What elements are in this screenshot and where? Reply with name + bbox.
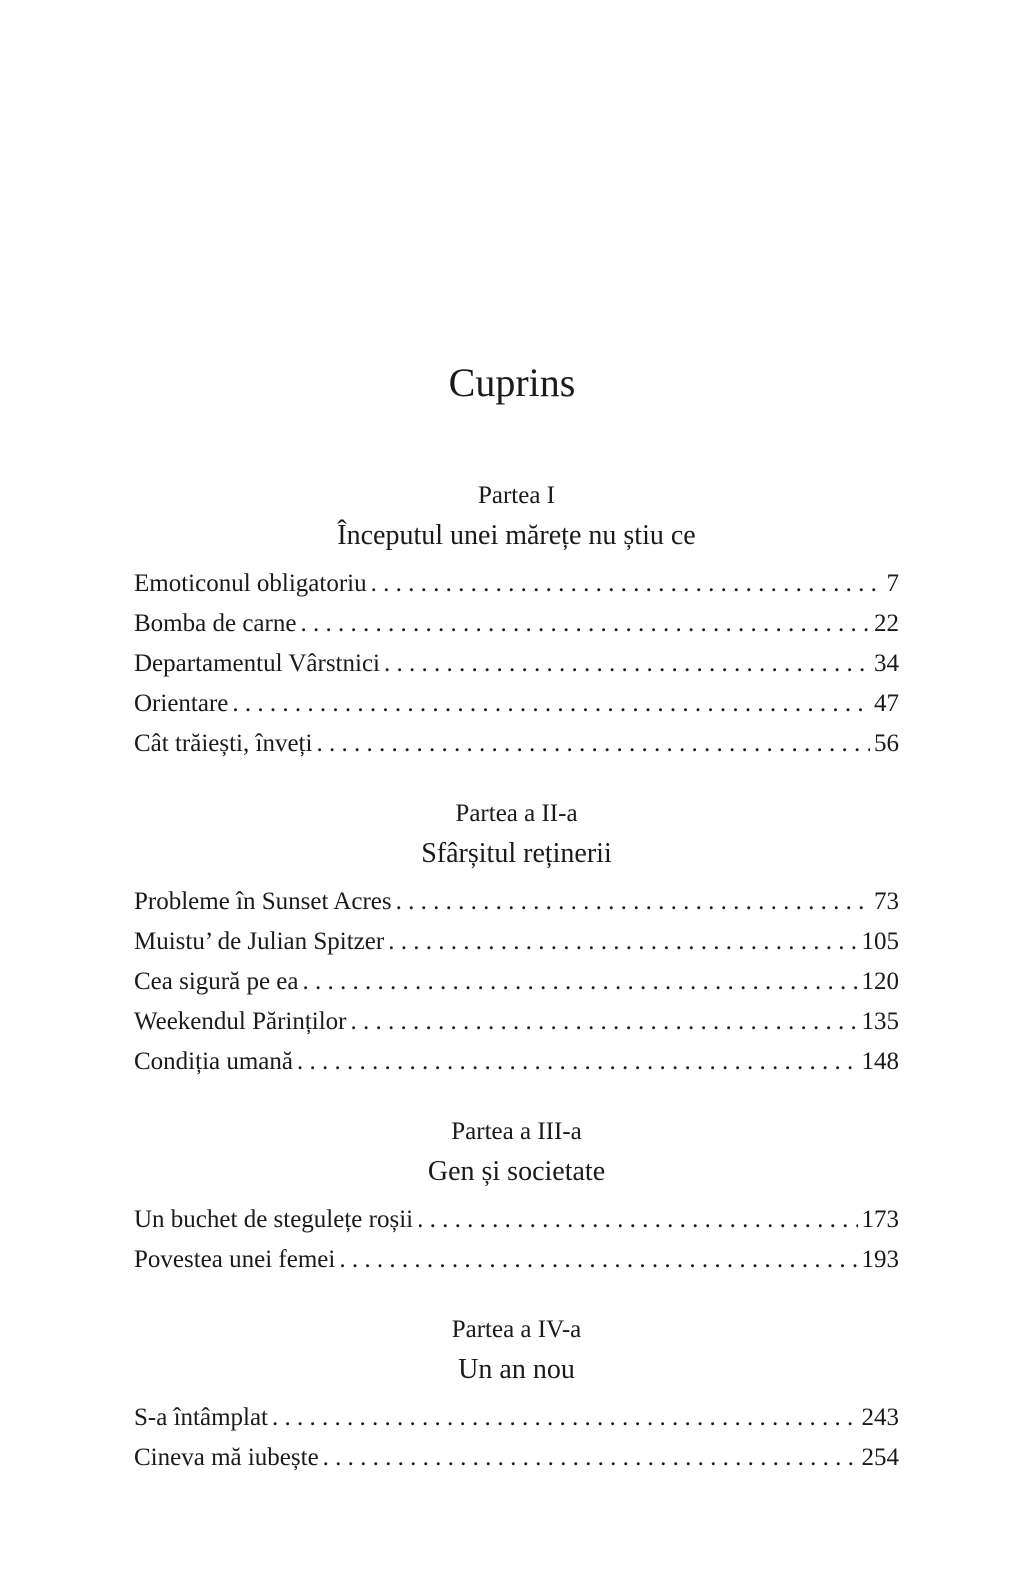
entry-page-number: 56 [874, 730, 899, 757]
toc-entry [134, 922, 899, 962]
toc-entry [134, 962, 899, 1002]
entry-page-number: 173 [861, 1206, 899, 1233]
toc-entry [134, 1240, 899, 1280]
entry-title: Weekendul Părinților [134, 1008, 347, 1035]
part-label: Partea a II-a [455, 800, 578, 827]
entry-title: Bomba de carne [134, 610, 297, 637]
entry-page-number: 73 [874, 888, 899, 915]
entry-page-number: 120 [861, 968, 899, 995]
entry-title: Probleme în Sunset Acres [134, 888, 392, 915]
dot-leader [272, 1398, 858, 1438]
dot-leader [323, 1438, 858, 1478]
toc-entry [134, 604, 899, 644]
toc-entry [134, 564, 899, 604]
entry-page-number: 47 [874, 690, 899, 717]
dot-leader [300, 604, 870, 644]
part-title: Sfârșitul reținerii [421, 838, 612, 869]
dot-leader [388, 922, 857, 962]
toc-entry [134, 1002, 899, 1042]
toc-entry [134, 1042, 899, 1082]
entry-title: Orientare [134, 690, 229, 717]
dot-leader [316, 724, 870, 764]
entry-title: S-a întâmplat [134, 1404, 268, 1431]
entry-page-number: 34 [874, 650, 899, 677]
entry-title: Departamentul Vârstnici [134, 650, 380, 677]
entry-page-number: 135 [861, 1008, 899, 1035]
dot-leader [232, 684, 870, 724]
part-title: Un an nou [458, 1354, 575, 1385]
entry-title: Emoticonul obligatoriu [134, 570, 367, 597]
entry-title: Condiția umană [134, 1048, 293, 1075]
toc-entry [134, 1398, 899, 1438]
toc-part-1 [134, 476, 899, 764]
dot-leader [303, 962, 858, 1002]
dot-leader [384, 644, 870, 684]
entry-title: Un buchet de stegulețe roșii [134, 1206, 414, 1233]
entry-title: Muistu’ de Julian Spitzer [134, 928, 385, 955]
part-label: Partea a III-a [451, 1118, 582, 1145]
part-label: Partea a IV-a [451, 1316, 582, 1343]
table-of-contents [134, 476, 899, 1478]
entry-page-number: 7 [886, 570, 899, 597]
toc-entry [134, 684, 899, 724]
dot-leader [396, 882, 870, 922]
entry-title: Cea sigură pe ea [134, 968, 299, 995]
toc-entry [134, 644, 899, 684]
entry-title: Povestea unei femei [134, 1246, 336, 1273]
toc-part-2 [134, 794, 899, 1082]
toc-part-3 [134, 1112, 899, 1280]
toc-part-4 [134, 1310, 899, 1478]
entry-title: Cineva mă iubește [134, 1444, 319, 1471]
part-label: Partea I [477, 482, 556, 509]
toc-entry [134, 724, 899, 764]
part-title: Începutul unei mărețe nu știu ce [337, 520, 696, 551]
entry-title: Cât trăiești, înveți [134, 730, 313, 757]
toc-entry [134, 1438, 899, 1478]
entry-page-number: 254 [861, 1444, 899, 1471]
dot-leader [371, 564, 883, 604]
toc-entry [134, 882, 899, 922]
dot-leader [339, 1240, 857, 1280]
dot-leader [417, 1200, 857, 1240]
entry-page-number: 243 [861, 1404, 899, 1431]
part-title: Gen și societate [427, 1156, 606, 1187]
toc-entry [134, 1200, 899, 1240]
entry-page-number: 193 [861, 1246, 899, 1273]
dot-leader [297, 1042, 858, 1082]
entry-page-number: 148 [861, 1048, 899, 1075]
entry-page-number: 105 [861, 928, 899, 955]
dot-leader [351, 1002, 858, 1042]
page-title: Cuprins [448, 360, 576, 405]
entry-page-number: 22 [874, 610, 899, 637]
